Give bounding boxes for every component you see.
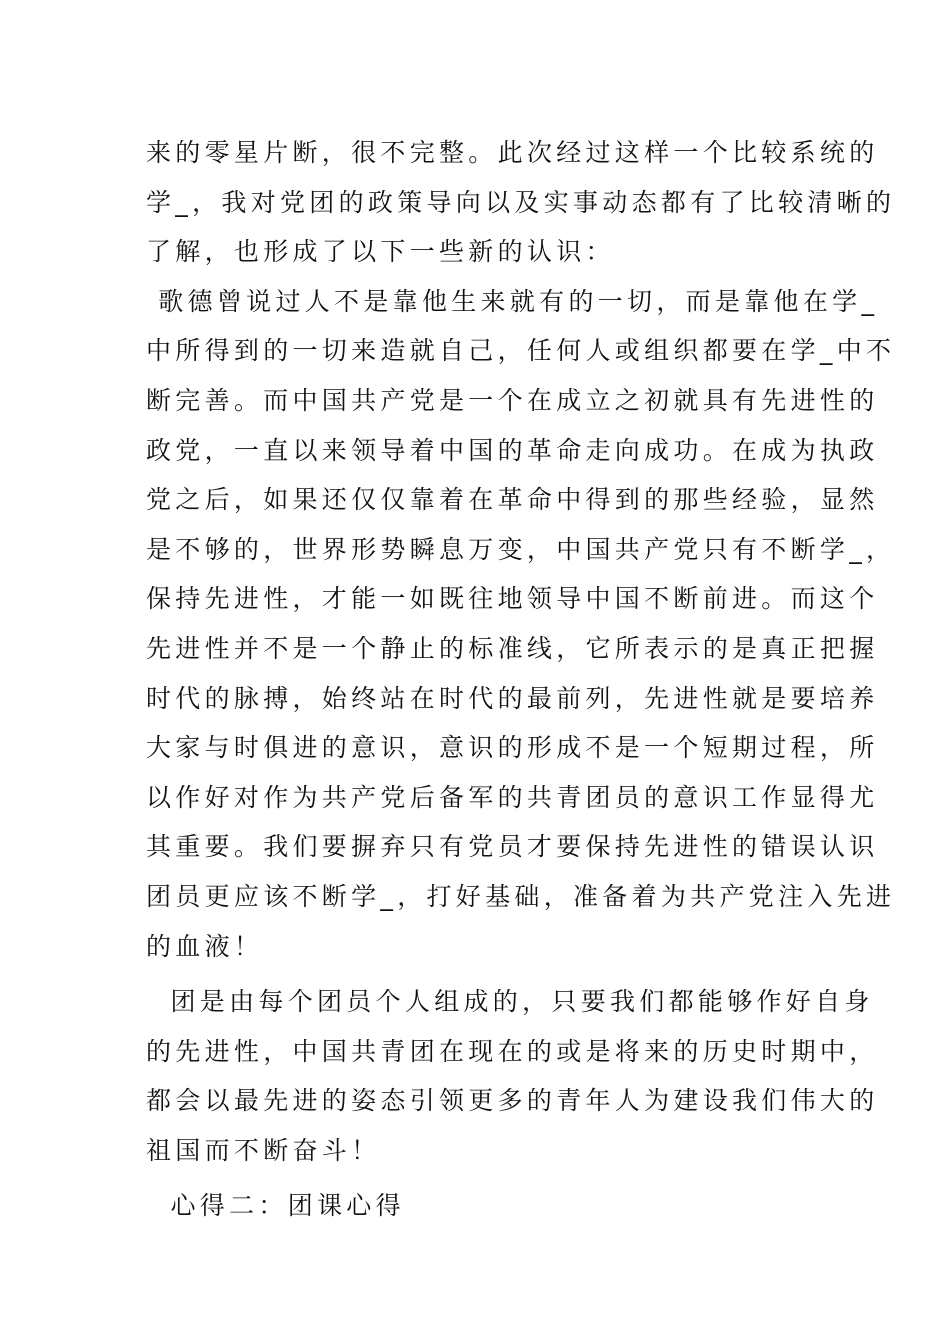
text-line: 了解，也形成了以下一些新的认识：: [146, 237, 615, 267]
text-line: 来的零星片断，很不完整。此次经过这样一个比较系统的: [146, 138, 879, 167]
text-line: 政党，一直以来领导着中国的革命走向成功。在成为执政: [146, 435, 879, 465]
text-line: 中所得到的一切来造就自己，任何人或组织都要在学_中不: [146, 336, 896, 366]
text-line: 团员更应该不断学_，打好基础，准备着为共产党注入先进: [146, 881, 896, 911]
text-line: 其重要。我们要摒弃只有党员才要保持先进性的错误认识: [146, 832, 879, 862]
text-line: 的先进性，中国共青团在现在的或是将来的历史时期中，: [146, 1036, 879, 1066]
text-line: 是不够的，世界形势瞬息万变，中国共产党只有不断学_，: [146, 534, 896, 564]
text-line: 时代的脉搏，始终站在时代的最前列，先进性就是要培养: [146, 683, 879, 713]
text-line: 祖国而不断奋斗！: [146, 1135, 381, 1165]
text-line: 先进性并不是一个静止的标准线，它所表示的是真正把握: [146, 633, 879, 663]
paragraph: [146, 128, 896, 277]
text-line: 心得二：团课心得: [146, 1191, 405, 1221]
text-line: 大家与时俱进的意识，意识的形成不是一个短期过程，所: [146, 733, 879, 763]
text-line: 以作好对作为共产党后备军的共青团员的意识工作显得尤: [146, 782, 879, 812]
section-heading: [146, 1181, 810, 1231]
text-line: 断完善。而中国共产党是一个在成立之初就具有先进性的: [146, 385, 879, 415]
text-line: 的血液！: [146, 931, 264, 961]
text-line: 保持先进性，才能一如既往地领导中国不断前进。而这个: [146, 584, 879, 614]
paragraph: [146, 977, 879, 1175]
text-line: 歌德曾说过人不是靠他生来就有的一切，而是靠他在学_: [146, 286, 879, 316]
text-line: 团是由每个团员个人组成的，只要我们都能够作好自身: [146, 987, 874, 1017]
document-body: [146, 128, 896, 1231]
paragraph: [146, 277, 896, 971]
text-line: 都会以最先进的姿态引领更多的青年人为建设我们伟大的: [146, 1086, 879, 1116]
text-line: 党之后，如果还仅仅靠着在革命中得到的那些经验，显然: [146, 485, 879, 515]
text-line: 学_，我对党团的政策导向以及实事动态都有了比较清晰的: [146, 187, 896, 217]
